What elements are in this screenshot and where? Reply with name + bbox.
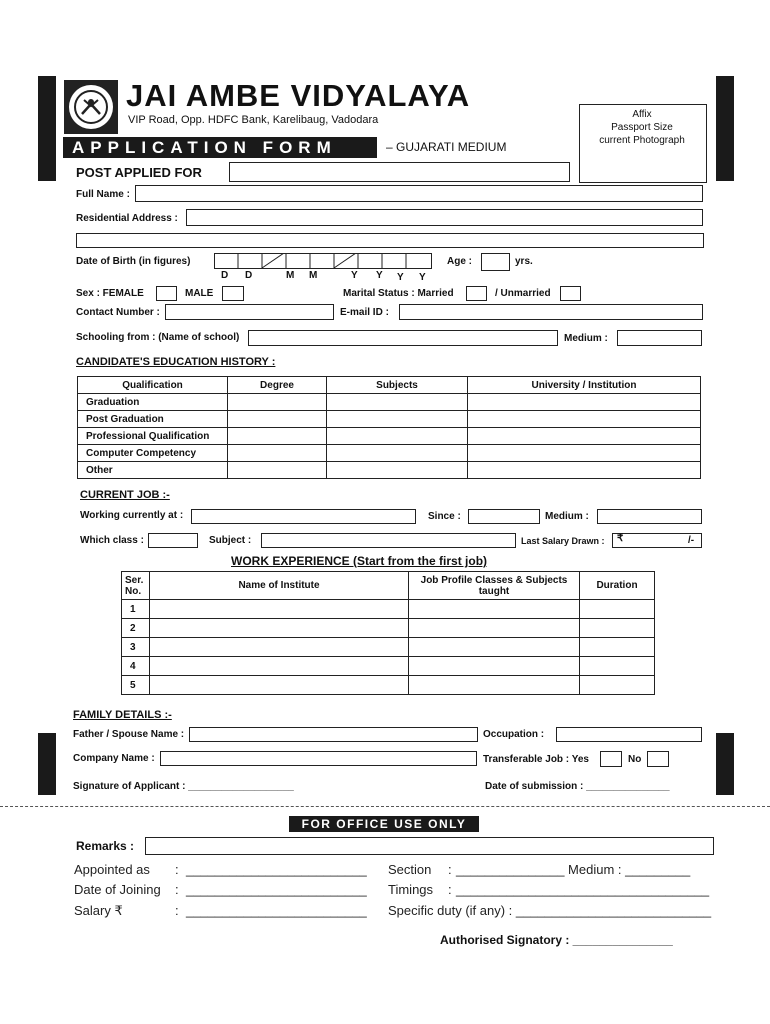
table-cell[interactable] xyxy=(409,638,580,657)
which-class-input[interactable] xyxy=(148,533,198,548)
date-joining-label: Date of Joining xyxy=(74,882,161,897)
schooling-label: Schooling from : (Name of school) xyxy=(76,332,240,343)
table-header: Qualification xyxy=(78,377,228,394)
schooling-input[interactable] xyxy=(248,330,558,346)
remarks-input[interactable] xyxy=(145,837,714,855)
table-cell[interactable] xyxy=(327,411,468,428)
timings-label: Timings xyxy=(388,882,434,897)
full-name-label: Full Name : xyxy=(76,189,130,200)
table-row: 2 xyxy=(122,619,150,638)
address-input-2[interactable] xyxy=(76,233,704,248)
company-input[interactable] xyxy=(160,751,477,766)
email-label: E-mail ID : xyxy=(340,307,389,318)
colon: : xyxy=(448,862,452,877)
table-cell[interactable] xyxy=(327,462,468,479)
job-medium-label: Medium : xyxy=(545,511,589,522)
which-class-label: Which class : xyxy=(80,535,144,546)
form-title: APPLICATION FORM xyxy=(72,138,337,157)
married-label: Marital Status : Married xyxy=(343,288,454,299)
table-row: 5 xyxy=(122,676,150,695)
current-job-heading: CURRENT JOB :- xyxy=(80,489,170,501)
timings-blank[interactable]: ___________________________________ xyxy=(456,882,710,897)
medium-field-label: Medium : xyxy=(564,333,608,344)
left-sidebar-bar-top xyxy=(38,76,56,181)
sex-female-label: Sex : FEMALE xyxy=(76,288,144,299)
table-row: 4 xyxy=(122,657,150,676)
section-label: Section xyxy=(388,862,432,877)
contact-input[interactable] xyxy=(165,304,334,320)
medium-label: – GUJARATI MEDIUM xyxy=(386,140,507,154)
table-row: Other xyxy=(78,462,228,479)
table-header: Subjects xyxy=(327,377,468,394)
since-label: Since : xyxy=(428,511,461,522)
yrs-label: yrs. xyxy=(515,256,533,267)
company-label: Company Name : xyxy=(73,753,155,764)
job-medium-input[interactable] xyxy=(597,509,702,524)
table-row: Graduation xyxy=(78,394,228,411)
post-applied-label: POST APPLIED FOR xyxy=(76,165,202,180)
remarks-label: Remarks : xyxy=(76,839,135,853)
table-cell[interactable] xyxy=(228,462,327,479)
since-input[interactable] xyxy=(468,509,540,524)
cut-line xyxy=(0,806,770,807)
transferable-yes-checkbox[interactable] xyxy=(600,751,622,767)
table-cell[interactable] xyxy=(228,445,327,462)
salary-blank[interactable]: _________________________ xyxy=(186,903,367,918)
unmarried-label: / Unmarried xyxy=(495,288,551,299)
family-heading: FAMILY DETAILS :- xyxy=(73,709,172,721)
date-submission: Date of submission : _______________ xyxy=(485,781,670,792)
dob-letter: D xyxy=(221,270,229,281)
male-label: MALE xyxy=(185,288,214,299)
occupation-label: Occupation : xyxy=(483,729,545,740)
signature-applicant: Signature of Applicant : ___________________ xyxy=(73,781,294,792)
dob-letter: Y xyxy=(351,270,358,281)
table-cell[interactable] xyxy=(409,600,580,619)
table-header: Duration xyxy=(580,572,655,600)
table-header: Ser. No. xyxy=(122,572,150,600)
table-row: 1 xyxy=(122,600,150,619)
school-logo xyxy=(64,80,118,134)
subject-label: Subject : xyxy=(209,535,252,546)
dob-letter: Y xyxy=(397,272,404,283)
table-cell[interactable] xyxy=(150,657,409,676)
rupee-symbol: ₹ xyxy=(617,533,624,544)
right-sidebar-bar-top xyxy=(716,76,734,181)
table-cell[interactable] xyxy=(150,619,409,638)
education-heading: CANDIDATE'S EDUCATION HISTORY : xyxy=(76,356,276,368)
table-cell[interactable] xyxy=(580,638,655,657)
table-cell[interactable] xyxy=(150,638,409,657)
table-cell[interactable] xyxy=(150,676,409,695)
table-cell[interactable] xyxy=(327,394,468,411)
appointed-as-label: Appointed as xyxy=(74,862,150,877)
table-cell[interactable] xyxy=(409,657,580,676)
working-at-input[interactable] xyxy=(191,509,416,524)
dob-letter: Y xyxy=(419,272,426,283)
table-header: Job Profile Classes & Subjects taught xyxy=(409,572,580,600)
table-cell[interactable] xyxy=(468,462,701,479)
colon: : xyxy=(448,882,452,897)
medium-input[interactable] xyxy=(617,330,702,346)
dob-letter: M xyxy=(309,270,318,281)
table-header: Degree xyxy=(228,377,327,394)
authorised-signatory: Authorised Signatory : _______________ xyxy=(440,933,673,947)
salary-label: Salary ₹ xyxy=(74,903,123,918)
post-applied-input[interactable] xyxy=(229,162,570,182)
photo-instructions: Affix Passport Size current Photograph xyxy=(599,109,685,146)
table-cell[interactable] xyxy=(409,619,580,638)
office-use-heading: FOR OFFICE USE ONLY xyxy=(301,817,467,831)
school-address: VIP Road, Opp. HDFC Bank, Karelibaug, Vadodara xyxy=(128,114,379,126)
table-cell[interactable] xyxy=(228,428,327,445)
table-row: Post Graduation xyxy=(78,411,228,428)
full-name-input[interactable] xyxy=(135,185,703,202)
dob-label: Date of Birth (in figures) xyxy=(76,256,191,267)
specific-duty[interactable]: Specific duty (if any) : ___________________________ xyxy=(388,903,712,918)
table-row: 3 xyxy=(122,638,150,657)
last-salary-label: Last Salary Drawn : xyxy=(521,536,605,546)
appointed-as-blank[interactable]: _________________________ xyxy=(186,862,367,877)
colon: : xyxy=(175,862,179,877)
table-row: Computer Competency xyxy=(78,445,228,462)
table-cell[interactable] xyxy=(580,619,655,638)
table-cell[interactable] xyxy=(327,428,468,445)
table-header: Name of Institute xyxy=(150,572,409,600)
father-spouse-label: Father / Spouse Name : xyxy=(73,729,185,740)
colon: : xyxy=(175,882,179,897)
table-cell[interactable] xyxy=(468,394,701,411)
salary-suffix: /- xyxy=(688,535,695,546)
work-experience-heading: WORK EXPERIENCE (Start from the first job) xyxy=(231,554,488,568)
table-row: Professional Qualification xyxy=(78,428,228,445)
age-label: Age : xyxy=(447,256,472,267)
table-cell[interactable] xyxy=(228,411,327,428)
occupation-input[interactable] xyxy=(556,727,702,742)
section-medium-blank[interactable]: _______________ Medium : _________ xyxy=(456,862,691,877)
table-cell[interactable] xyxy=(150,600,409,619)
contact-label: Contact Number : xyxy=(76,307,160,318)
school-name: JAI AMBE VIDYALAYA xyxy=(126,78,471,113)
table-cell[interactable] xyxy=(409,676,580,695)
table-cell[interactable] xyxy=(580,600,655,619)
dob-letter: Y xyxy=(376,270,383,281)
left-sidebar-bar-bottom xyxy=(38,733,56,795)
colon: : xyxy=(175,903,179,918)
work-experience-table xyxy=(121,571,655,695)
transferable-no-label: No xyxy=(628,754,642,765)
female-checkbox[interactable] xyxy=(156,286,177,301)
email-input[interactable] xyxy=(399,304,703,320)
date-joining-blank[interactable]: _________________________ xyxy=(186,882,367,897)
father-spouse-input[interactable] xyxy=(189,727,478,742)
table-header: University / Institution xyxy=(468,377,701,394)
table-cell[interactable] xyxy=(468,445,701,462)
transferable-label: Transferable Job : Yes xyxy=(483,754,589,765)
right-sidebar-bar-bottom xyxy=(716,733,734,795)
table-cell[interactable] xyxy=(580,676,655,695)
table-cell[interactable] xyxy=(580,657,655,676)
address-label: Residential Address : xyxy=(76,213,178,224)
male-checkbox[interactable] xyxy=(222,286,244,301)
dob-letter: D xyxy=(245,270,253,281)
married-checkbox[interactable] xyxy=(466,286,487,301)
table-cell[interactable] xyxy=(228,394,327,411)
age-input[interactable] xyxy=(481,253,510,271)
table-cell[interactable] xyxy=(468,411,701,428)
education-table xyxy=(77,376,701,479)
dob-letter: M xyxy=(286,270,295,281)
unmarried-checkbox[interactable] xyxy=(560,286,581,301)
address-input-1[interactable] xyxy=(186,209,703,226)
table-cell[interactable] xyxy=(327,445,468,462)
transferable-no-checkbox[interactable] xyxy=(647,751,669,767)
table-cell[interactable] xyxy=(468,428,701,445)
subject-input[interactable] xyxy=(261,533,516,548)
working-at-label: Working currently at : xyxy=(80,510,184,521)
